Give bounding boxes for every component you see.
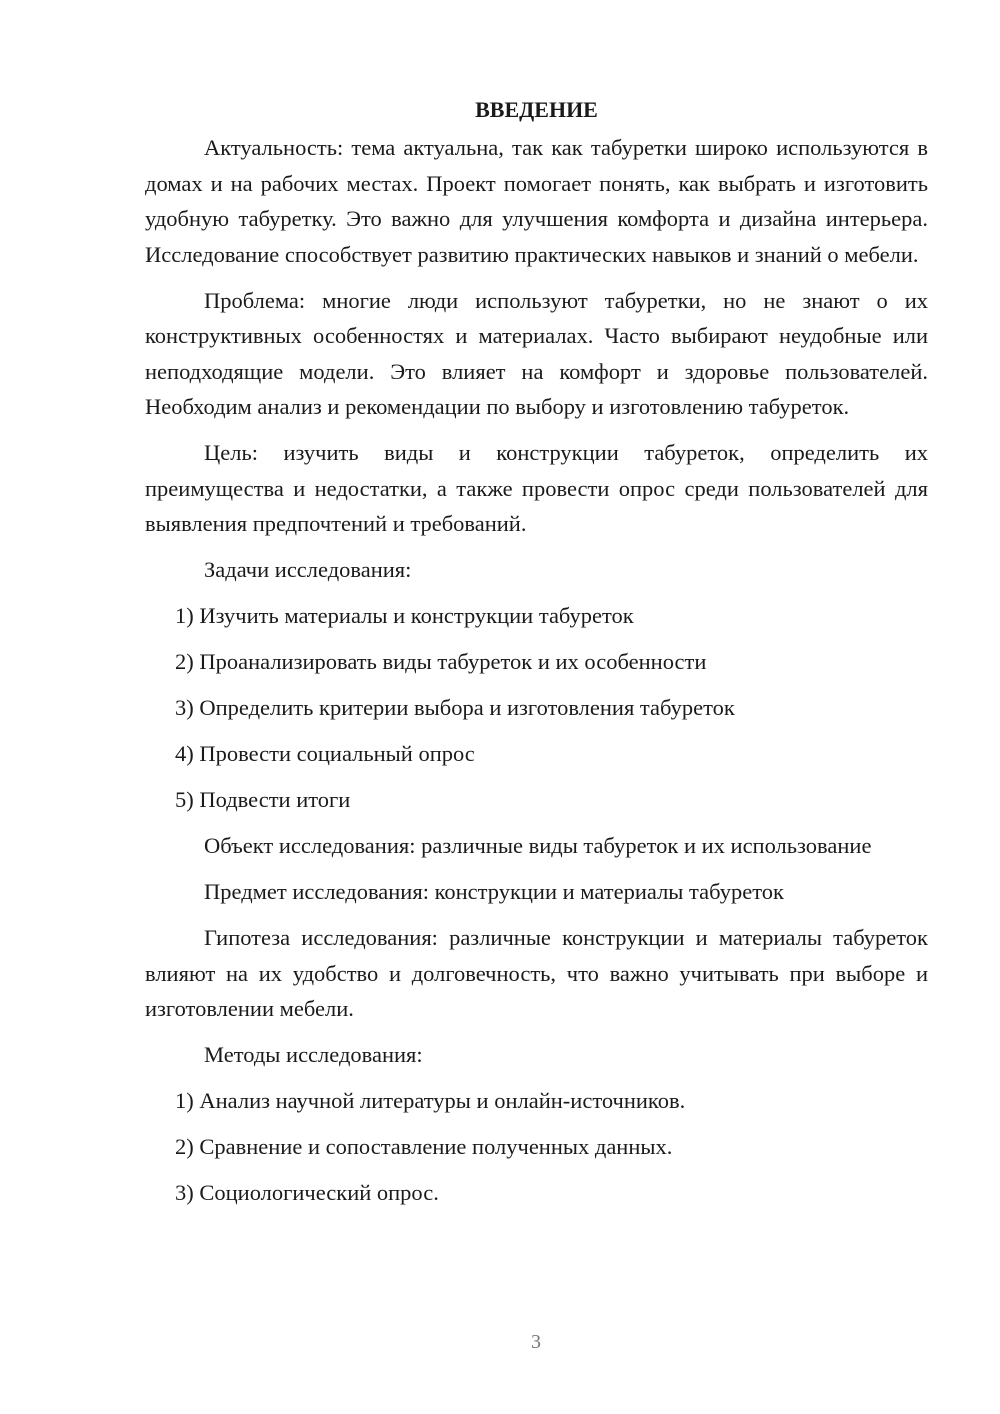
list-item: 2) Сравнение и сопоставление полученных данных. <box>175 1134 673 1159</box>
list-item: 5) Подвести итоги <box>175 787 351 812</box>
page-title: ВВЕДЕНИЕ <box>475 97 598 122</box>
problem-paragraph: Проблема: многие люди используют табуретки, но не знают о их конструктивных особенностях и материалах. Часто выбирают неудобные или неподходящие модели. Это влияет на комфорт и здоровье пользователей. Необходим анализ и рекомендации по выбору и изготовлению табуреток. <box>145 287 928 419</box>
document-page <box>145 92 928 1221</box>
tasks-heading: Задачи исследования: <box>204 557 412 582</box>
list-item: 2) Проанализировать виды табуреток и их особенности <box>175 649 707 674</box>
methods-heading: Методы исследования: <box>204 1042 423 1067</box>
list-item: 3) Социологический опрос. <box>175 1180 439 1205</box>
methods-list <box>145 1083 928 1211</box>
list-item: 1) Анализ научной литературы и онлайн-источников. <box>175 1088 686 1113</box>
tasks-list <box>145 598 928 818</box>
relevance-paragraph: Актуальность: тема актуальна, так как табуретки широко используются в домах и на рабочих местах. Проект помогает понять, как выбрать и изготовить удобную табуретку. Это важно для улучшения комфорта и дизайна интерьера. Исследование способствует развитию практических навыков и знаний о мебели. <box>145 135 928 267</box>
list-item: 3) Определить критерии выбора и изготовления табуреток <box>175 695 735 720</box>
object-paragraph: Объект исследования: различные виды табуреток и их использование <box>204 833 872 858</box>
hypothesis-paragraph: Гипотеза исследования: различные конструкции и материалы табуреток влияют на их удобство и долговечность, что важно учитывать при выборе и изготовлении мебели. <box>145 925 928 1021</box>
goal-paragraph: Цель: изучить виды и конструкции табуреток, определить их преимущества и недостатки, а также провести опрос среди пользователей для выявления предпочтений и требований. <box>145 440 928 536</box>
list-item: 1) Изучить материалы и конструкции табуреток <box>175 603 634 628</box>
list-item: 4) Провести социальный опрос <box>175 741 475 766</box>
subject-paragraph: Предмет исследования: конструкции и материалы табуреток <box>204 879 784 904</box>
page-number: 3 <box>531 1331 541 1353</box>
